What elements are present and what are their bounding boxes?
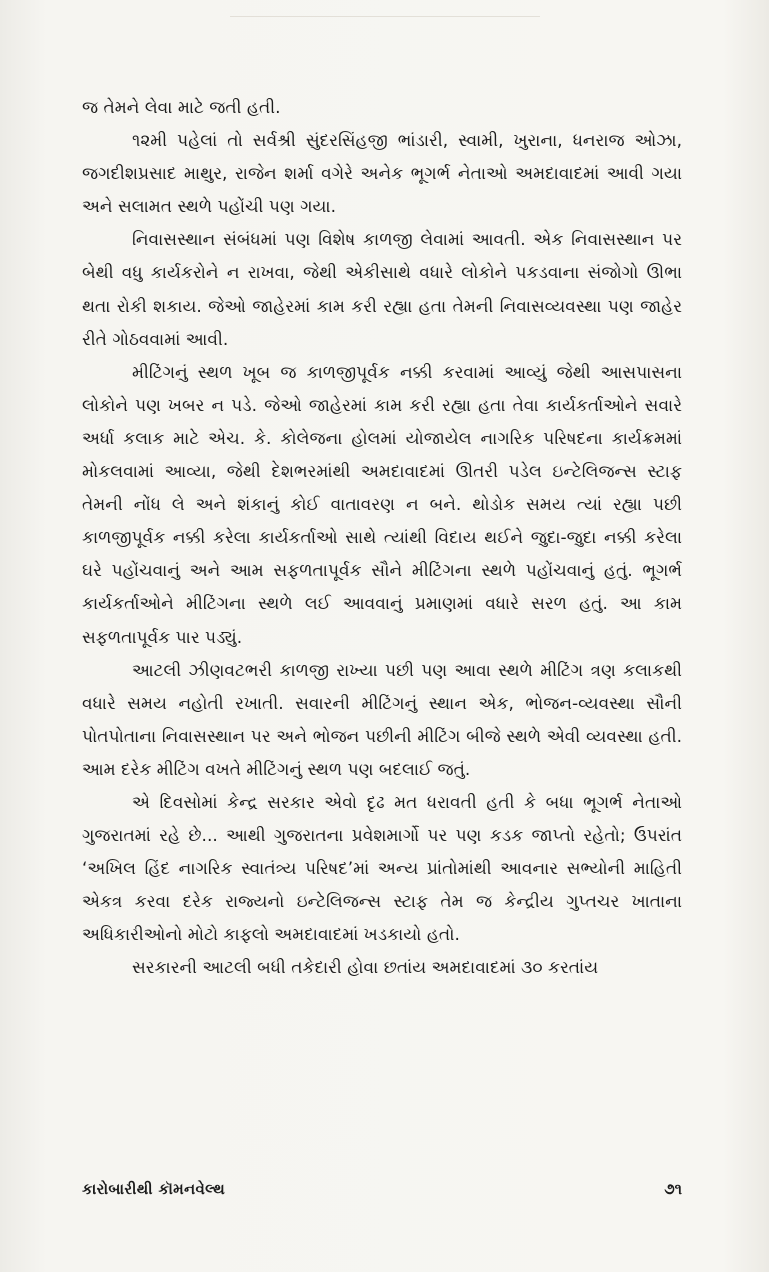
paragraph-vigilance: સરકારની આટલી બધી તકેદારી હોવા છતાંય અમદાવાદમાં ૩૦ કરતાંય (132, 958, 599, 979)
page-number: ૭૧ (664, 1180, 682, 1198)
paragraph-leaders-arrival: ૧૨મી પહેલાં તો સર્વશ્રી સુંદરસિંહજી ભાંડારી, સ્વામી, ખુરાના, ધનરાજ ઓઝા, જગદીશપ્રસાદ માથુર, રાજેન શર્મા વગેરે અનેક ભૂગર્ભ નેતાઓ અમદાવાદમાં આવી ગયા અને સલામત સ્થળે પહોંચી પણ ગયા. (82, 131, 682, 218)
paragraph-meeting-venue: મીટિંગનું સ્થળ ખૂબ જ કાળજીપૂર્વક નક્કી કરવામાં આવ્યું જેથી આસપાસના લોકોને પણ ખબર ન પડે. જેઓ જાહેરમાં કામ કરી રહ્યા હતા તેવા કાર્યકર્તાઓને સવારે અર્ધા કલાક માટે એચ. કે. કોલેજના હોલમાં યોજાયેલ નાગરિક પરિષદના કાર્યક્રમમાં મોકલવામાં આવ્યા, જેથી દેશભરમાંથી અમદાવાદમાં ઊતરી પડેલ ઇન્ટેલિજન્સ સ્ટાફ તેમની નોંધ લે અને શંકાનું કોઈ વાતાવરણ ન બને. થોડોક સમય ત્યાં રહ્યા પછી કાળજીપૂર્વક નક્કી કરેલા કાર્યકર્તાઓ સાથે ત્યાંથી વિદાય થઈને જુદા-જુદા નક્કી કરેલા ઘરે પહોંચવાનું અને આમ સફળતાપૂર્વક સૌને મીટિંગના સ્થળે પહોંચવાનું હતું. ભૂગર્ભ કાર્યકર્તાઓને મીટિંગના સ્થળે લઈ આવવાનું પ્રમાણમાં વધારે સરળ હતું. આ કામ સફળતાપૂર્વક પાર પડ્યું. (82, 362, 682, 648)
paragraph-central-government: એ દિવસોમાં કેન્દ્ર સરકાર એવો દૃઢ મત ધરાવતી હતી કે બધા ભૂગર્ભ નેતાઓ ગુજરાતમાં રહે છે... આથી ગુજરાતના પ્રવેશમાર્ગો પર પણ કડક જાપ્તો રહેતો; ઉપરાંત ‘અખિલ હિંદ નાગરિક સ્વાતંત્ર્ય પરિષદ’માં અન્ય પ્રાંતોમાંથી આવનાર સભ્યોની માહિતી એકત્ર કરવા દરેક રાજ્યનો ઇન્ટેલિજન્સ સ્ટાફ તેમ જ કેન્દ્રીય ગુપ્તચર ખાતાના અધિકારીઓનો મોટો કાફલો અમદાવાદમાં ખડકાયો હતો. (82, 792, 682, 946)
paragraph-continuation: જ તેમને લેવા માટે જતી હતી. (82, 98, 281, 118)
book-title: કારોબારીથી કૉમનવેલ્થ (82, 1180, 226, 1198)
page-footer (82, 1180, 682, 1208)
paragraph-residence-arrangements: નિવાસસ્થાન સંબંધમાં પણ વિશેષ કાળજી લેવામાં આવતી. એક નિવાસસ્થાન પર બેથી વધુ કાર્યકરોને ન રાખવા, જેથી એકીસાથે વધારે લોકોને પકડવાના સંજોગો ઊભા થતા રોકી શકાય. જેઓ જાહેરમાં કામ કરી રહ્યા હતા તેમની નિવાસવ્યવસ્થા પણ જાહેર રીતે ગોઠવવામાં આવી. (82, 230, 682, 350)
paragraph-meeting-duration: આટલી ઝીણવટભરી કાળજી રાખ્યા પછી પણ આવા સ્થળે મીટિંગ ત્રણ કલાકથી વધારે સમય નહોતી રખાતી. સવારની મીટિંગનું સ્થાન એક, ભોજન-વ્યવસ્થા સૌની પોતપોતાના નિવાસસ્થાન પર અને ભોજન પછીની મીટિંગ બીજે સ્થળે એવી વ્યવસ્થા હતી. આમ દરેક મીટિંગ વખતે મીટિંગનું સ્થળ પણ બદલાઈ જતું. (82, 660, 682, 780)
bleed-through-header (230, 4, 540, 17)
body-text (82, 92, 682, 986)
